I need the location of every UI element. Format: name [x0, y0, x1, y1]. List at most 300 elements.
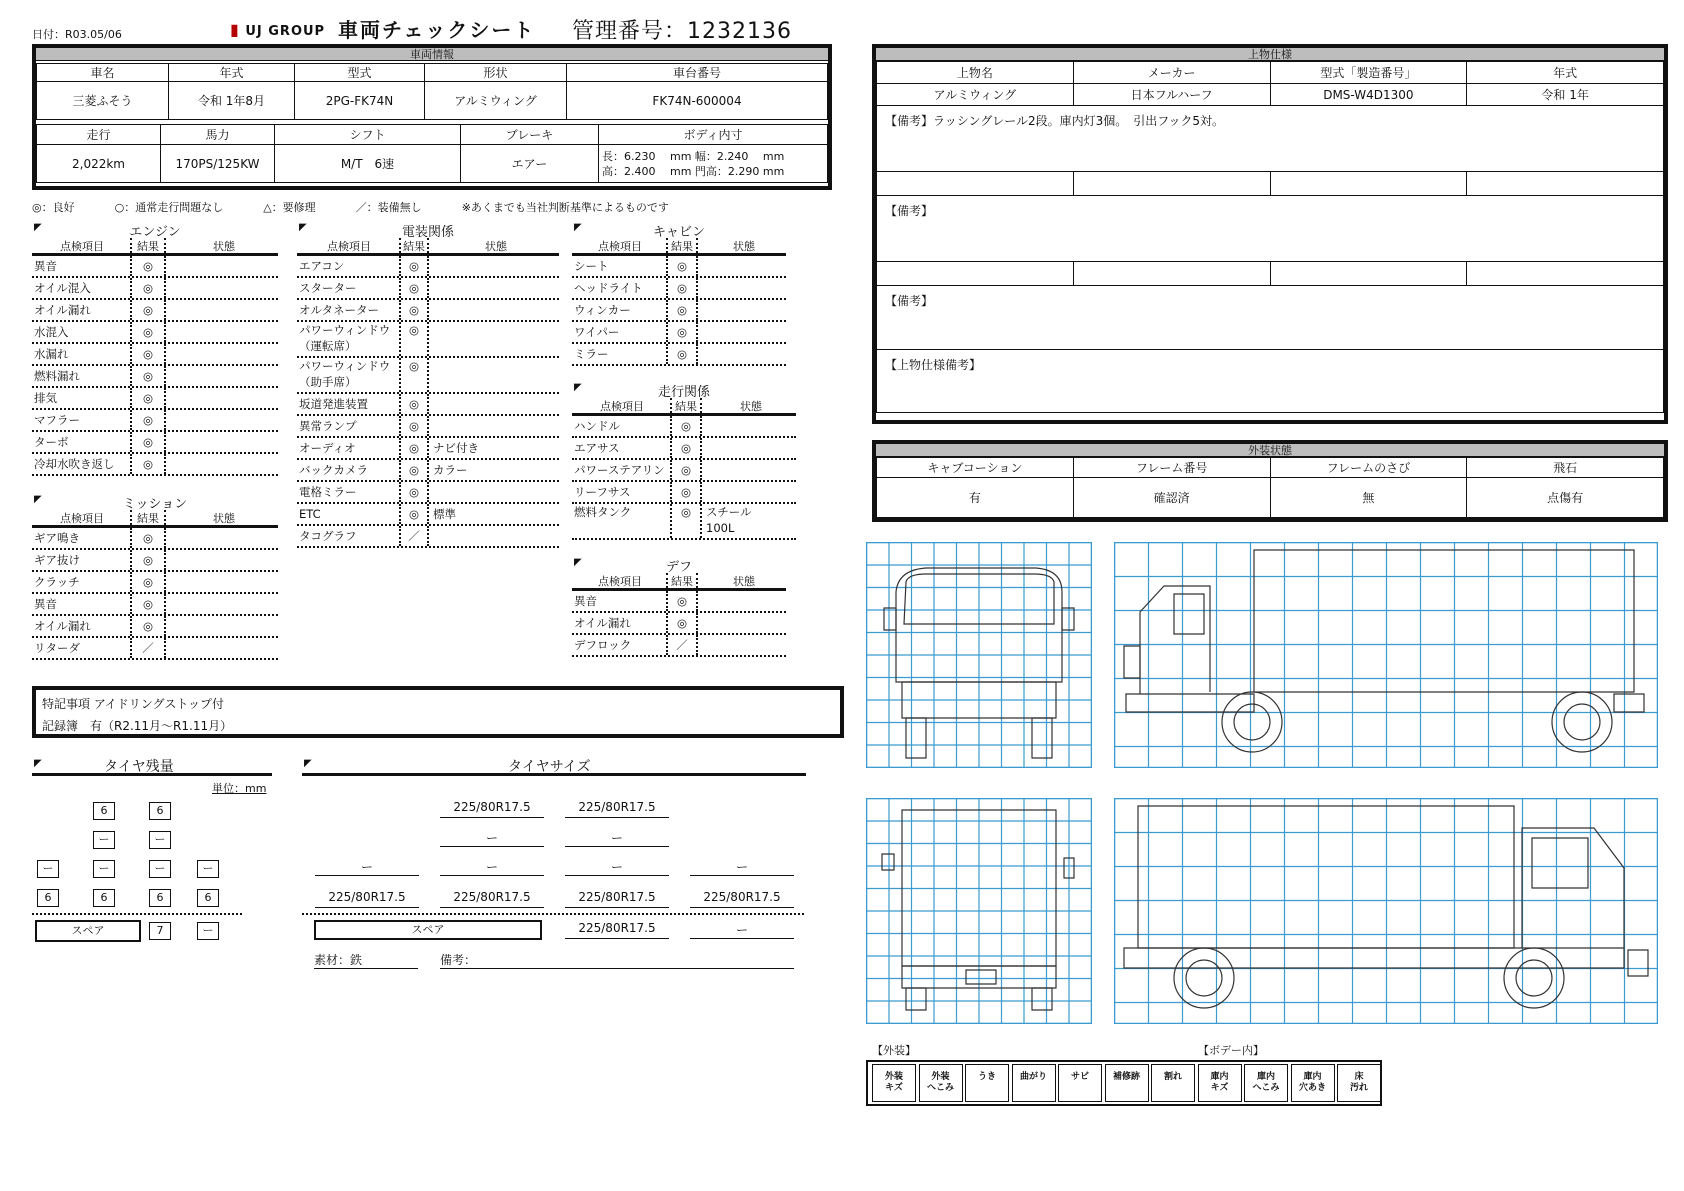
checklist-row: [572, 504, 796, 540]
legend-item: ※あくまでも当社判断基準によるものです: [461, 201, 669, 214]
engine-checklist: [32, 220, 278, 476]
spare-remain-value: ー: [197, 922, 219, 940]
body-dims-line: 長：6.230 mm 幅：2.240 mm: [602, 149, 785, 163]
checklist-header: [297, 238, 559, 256]
check-item: ETC: [297, 504, 401, 524]
body-shape-value: アルミウィング: [425, 82, 567, 120]
remark-cell: 【備考】ラッシングレール2段。庫内灯3個。 引出フック5対。: [877, 106, 1664, 172]
tire-size-value: 225/80R17.5: [565, 800, 669, 818]
blank-cell: [877, 172, 1074, 196]
vehicle-info-box: [32, 44, 832, 190]
check-item: シート: [572, 256, 668, 276]
shift-value: M/T 6速: [275, 145, 461, 183]
col-header: フレームのさび: [1270, 458, 1467, 478]
brake-value: エアー: [461, 145, 599, 183]
exterior-legend-label: 【外装】: [872, 1044, 916, 1057]
check-result: ◎: [401, 278, 429, 298]
check-item: デフロック: [572, 635, 668, 655]
company-logo: [230, 20, 325, 39]
truck-left-side-diagram: [1114, 542, 1658, 768]
check-state: [429, 482, 559, 502]
check-result: ◎: [132, 366, 166, 386]
check-result: ◎: [401, 358, 429, 392]
truck-outline: [966, 970, 996, 984]
checklist-row: [572, 482, 796, 504]
mileage-value: 2,022km: [37, 145, 161, 183]
chassis-number-value: FK74N-600004: [567, 82, 828, 120]
legend-item: ◎：良好: [32, 201, 75, 214]
check-result: ◎: [668, 300, 698, 320]
check-result: ◎: [672, 460, 702, 480]
body-legend-label: 【ボデー内】: [1198, 1044, 1264, 1057]
spare-size-value: 225/80R17.5: [565, 921, 669, 939]
col-header: 状態: [485, 240, 507, 253]
check-state: [702, 460, 796, 480]
triangle-marker-icon: ◤: [299, 222, 307, 233]
col-header: 車台番号: [567, 64, 828, 82]
check-item: ギア抜け: [32, 550, 132, 570]
triangle-marker-icon: ◤: [574, 222, 582, 233]
col-header: フレーム番号: [1073, 458, 1270, 478]
check-state: [166, 594, 278, 614]
mission-checklist: [32, 492, 278, 660]
tire-size-value: 225/80R17.5: [440, 800, 544, 818]
check-item: クラッチ: [32, 572, 132, 592]
col-header: 年式: [1467, 62, 1664, 84]
check-result: ◎: [672, 504, 702, 538]
col-header: キャブコーション: [877, 458, 1074, 478]
checklist-row: [297, 460, 559, 482]
truck-outline: [906, 718, 926, 758]
checklist-row: [297, 300, 559, 322]
remark-cell: 【備考】: [877, 196, 1664, 262]
check-result: ◎: [672, 482, 702, 502]
check-result: ◎: [672, 416, 702, 436]
check-item: 異音: [32, 256, 132, 276]
electric-checklist: [297, 220, 559, 548]
check-state: [698, 344, 786, 364]
check-state: スチール 100L: [706, 505, 752, 535]
tire-size-value: ー: [565, 829, 669, 847]
triangle-marker-icon: ◤: [34, 494, 42, 505]
legend-item: ／：装備無し: [355, 201, 422, 214]
check-state: [698, 300, 786, 320]
damage-type-icon: 曲がり: [1012, 1064, 1056, 1102]
upper-body-spec-box: [872, 44, 1668, 424]
col-header: 結果: [668, 238, 698, 253]
frame-number-value: 確認済: [1073, 478, 1270, 518]
check-state: [429, 394, 559, 414]
tire-remain-value: ー: [93, 831, 115, 849]
body-dimensions-value: [599, 145, 828, 183]
check-item: リターダ: [32, 638, 132, 658]
checklist-row: [572, 256, 786, 278]
tire-remain-section: [32, 756, 272, 776]
col-header: 状態: [733, 240, 755, 253]
col-header: 車名: [37, 64, 169, 82]
car-name-value: 三菱ふそう: [37, 82, 169, 120]
tire-remain-value: 6: [149, 802, 171, 820]
category-name: エンジン: [129, 225, 181, 240]
checklist-row: [572, 322, 786, 344]
checklist-header: [572, 573, 786, 591]
check-item: 排気: [32, 388, 132, 408]
checklist-row: [297, 322, 559, 358]
tire-size-section: [302, 756, 806, 776]
blank-cell: [1467, 172, 1664, 196]
tire-material: 素材：鉄: [314, 951, 418, 969]
col-header: 型式: [295, 64, 425, 82]
check-state: [166, 572, 278, 592]
col-header: 結果: [668, 573, 698, 588]
tire-remain-value: 6: [149, 889, 171, 907]
checklist-row: [32, 388, 278, 410]
vehicle-info-title: 車両情報: [36, 48, 828, 61]
check-state: [429, 358, 559, 392]
checklist-row: [32, 550, 278, 572]
check-state: [166, 454, 278, 474]
body-dims-line: 高：2.400 mm 門高：2.290 mm: [602, 164, 785, 178]
checklist-row: [32, 454, 278, 476]
category-name: キャビン: [652, 225, 705, 240]
damage-type-icon: 庫内 キズ: [1198, 1064, 1242, 1102]
truck-outline: [1628, 950, 1648, 976]
check-result: ◎: [132, 454, 166, 474]
checklist-row: [32, 594, 278, 616]
checklist-row: [32, 616, 278, 638]
vehicle-info-table-1: [36, 63, 828, 120]
check-result: ◎: [672, 438, 702, 458]
checklist-row: [297, 526, 559, 548]
category-name: デフ: [665, 560, 692, 575]
damage-type-icon: 補修跡: [1105, 1064, 1149, 1102]
horsepower-value: 170PS/125KW: [161, 145, 275, 183]
check-result: ◎: [668, 322, 698, 342]
check-state: [429, 300, 559, 320]
tire-remain-value: 6: [37, 889, 59, 907]
tire-remain-value: ー: [149, 860, 171, 878]
col-header: 状態: [213, 240, 235, 253]
checklist-row: [32, 432, 278, 454]
col-header: 結果: [672, 398, 702, 413]
checklist-row: [32, 366, 278, 388]
truck-outline: [884, 608, 896, 630]
check-result: ◎: [668, 591, 698, 611]
tire-size-value: ー: [440, 858, 544, 876]
blank-cell: [1073, 172, 1270, 196]
check-state: [429, 526, 559, 546]
tire-size-value: ー: [690, 858, 794, 876]
category-title: [32, 492, 278, 510]
check-state: [166, 550, 278, 570]
tire-divider: [302, 913, 804, 915]
check-state: [698, 635, 786, 655]
triangle-marker-icon: ◤: [574, 382, 582, 393]
date-label: 日付：R03.05/06: [32, 28, 122, 41]
maker-value: 日本フルハーフ: [1073, 84, 1270, 106]
spare-label: スペア: [314, 920, 542, 940]
check-state: [166, 344, 278, 364]
truck-outline: [1504, 948, 1564, 1008]
tire-remark: 備考：: [440, 951, 794, 969]
damage-type-icon: 外装 キズ: [872, 1064, 916, 1102]
checklist-row: [297, 504, 559, 526]
check-state: [166, 366, 278, 386]
check-state: [166, 322, 278, 342]
tire-remain-value: 6: [93, 889, 115, 907]
check-item: 電格ミラー: [297, 482, 401, 502]
damage-type-icon: 床 汚れ: [1337, 1064, 1381, 1102]
truck-outline: [1234, 704, 1270, 740]
blank-cell: [1467, 262, 1664, 286]
damage-type-icon: うき: [965, 1064, 1009, 1102]
truck-outline: [1138, 806, 1514, 948]
check-result: ◎: [132, 594, 166, 614]
category-title: [297, 220, 559, 238]
check-item: バックカメラ: [297, 460, 401, 480]
damage-type-icon: 庫内 へこみ: [1244, 1064, 1288, 1102]
upper-spec-remark-cell: 【上物仕様備考】: [877, 350, 1664, 413]
check-state: [166, 528, 278, 548]
truck-outline: [1174, 594, 1204, 634]
check-item: オイル漏れ: [32, 300, 132, 320]
check-result: ◎: [401, 460, 429, 480]
check-state: [166, 300, 278, 320]
remark-cell: 【備考】: [877, 286, 1664, 350]
checklist-row: [32, 322, 278, 344]
stone-chip-value: 点傷有: [1467, 478, 1664, 518]
check-item: マフラー: [32, 410, 132, 430]
truck-outline: [1032, 988, 1052, 1010]
triangle-marker-icon: ◤: [574, 557, 582, 568]
unit-label: 単位：mm: [212, 782, 267, 795]
col-header: 状態: [733, 575, 755, 588]
check-result: ◎: [132, 344, 166, 364]
checklist-header: [572, 398, 796, 416]
check-item: エアサス: [572, 438, 672, 458]
col-header: シフト: [275, 125, 461, 145]
checklist-row: [297, 278, 559, 300]
tire-size-value: 225/80R17.5: [690, 890, 794, 908]
check-state: [702, 438, 796, 458]
col-header: 飛石: [1467, 458, 1664, 478]
logo-text: UJ GROUP: [245, 24, 326, 39]
check-state: [429, 416, 559, 436]
page-title: 車両チェックシート: [338, 18, 536, 42]
col-header: 点検項目: [32, 238, 132, 253]
check-item: パワーステアリン: [572, 460, 672, 480]
col-header: メーカー: [1073, 62, 1270, 84]
col-header: 結果: [132, 510, 166, 525]
spare-size-value: ー: [690, 921, 794, 939]
col-header: 走行: [37, 125, 161, 145]
check-item: 燃料漏れ: [32, 366, 132, 386]
category-title: [572, 380, 796, 398]
col-header: 点検項目: [32, 510, 132, 525]
serial-value: DMS-W4D1300: [1270, 84, 1467, 106]
damage-type-icon: 外装 へこみ: [919, 1064, 963, 1102]
running-checklist: [572, 380, 796, 540]
exterior-state-table: [876, 457, 1664, 518]
check-state: [698, 591, 786, 611]
check-result: ◎: [132, 322, 166, 342]
check-result: ◎: [132, 300, 166, 320]
check-item: ターボ: [32, 432, 132, 452]
check-result: ／: [401, 526, 429, 546]
checklist-row: [32, 278, 278, 300]
check-result: ◎: [668, 256, 698, 276]
check-item: 冷却水吹き返し: [32, 454, 132, 474]
check-result: ◎: [132, 528, 166, 548]
checklist-row: [32, 572, 278, 594]
check-result: ／: [668, 635, 698, 655]
spare-remain-value: 7: [149, 922, 171, 940]
col-header: 結果: [401, 238, 429, 253]
check-result: ◎: [132, 388, 166, 408]
check-result: ◎: [132, 616, 166, 636]
tire-remain-value: 6: [93, 802, 115, 820]
check-item: オイル混入: [32, 278, 132, 298]
checklist-header: [32, 238, 278, 256]
check-item: ハンドル: [572, 416, 672, 436]
col-header: ブレーキ: [461, 125, 599, 145]
blank-cell: [1073, 262, 1270, 286]
check-result: ◎: [132, 550, 166, 570]
check-result: ／: [132, 638, 166, 658]
col-header: 型式「製造番号」: [1270, 62, 1467, 84]
check-result: ◎: [132, 432, 166, 452]
checklist-row: [32, 410, 278, 432]
model-year-value: 令和 1年8月: [169, 82, 295, 120]
checklist-row: [32, 256, 278, 278]
vehicle-info-table-2: [36, 124, 828, 183]
category-title: [572, 555, 786, 573]
tire-divider: [32, 913, 242, 915]
check-state: [698, 613, 786, 633]
checklist-row: [572, 300, 786, 322]
checklist-row: [32, 638, 278, 660]
check-state: 標準: [433, 507, 456, 521]
truck-outline: [1516, 960, 1552, 996]
check-result: ◎: [668, 613, 698, 633]
tire-size-value: ー: [565, 858, 669, 876]
triangle-marker-icon: ◤: [34, 758, 42, 769]
tire-remain-value: ー: [197, 860, 219, 878]
check-state: [698, 322, 786, 342]
col-header: 点検項目: [572, 573, 668, 588]
truck-front-diagram: [866, 542, 1092, 768]
check-item: タコグラフ: [297, 526, 401, 546]
upper-body-spec-title: 上物仕様: [876, 48, 1664, 61]
check-result: ◎: [401, 416, 429, 436]
truck-outline: [1254, 550, 1634, 692]
check-result: ◎: [668, 278, 698, 298]
exterior-state-title: 外装状態: [876, 444, 1664, 457]
tire-size-value: ー: [440, 829, 544, 847]
checklist-row: [297, 256, 559, 278]
truck-outline: [882, 854, 894, 870]
truck-outline: [1532, 838, 1588, 888]
upper-year-value: 令和 1年: [1467, 84, 1664, 106]
checklist-row: [297, 438, 559, 460]
truck-outline: [1614, 694, 1644, 712]
checklist-row: [572, 278, 786, 300]
truck-rear-diagram: [866, 798, 1092, 1024]
check-item: オーディオ: [297, 438, 401, 458]
damage-icon-legend: [866, 1060, 1382, 1106]
truck-outline: [1124, 948, 1624, 968]
checklist-row: [572, 438, 796, 460]
special-notes-box: [32, 686, 844, 738]
check-item: オイル漏れ: [32, 616, 132, 636]
col-header: 年式: [169, 64, 295, 82]
check-item: 水漏れ: [32, 344, 132, 364]
checklist-row: [572, 635, 786, 657]
upper-name-value: アルミウィング: [877, 84, 1074, 106]
check-result: ◎: [401, 438, 429, 458]
damage-type-icon: 庫内 穴あき: [1291, 1064, 1335, 1102]
check-item: 坂道発進装置: [297, 394, 401, 414]
category-name: ミッション: [122, 497, 188, 512]
check-item: 異音: [572, 591, 668, 611]
upper-body-spec-table: [876, 61, 1664, 413]
check-result: ◎: [132, 572, 166, 592]
check-item: 異音: [32, 594, 132, 614]
checklist-row: [297, 482, 559, 504]
checklist-row: [572, 460, 796, 482]
check-result: ◎: [132, 278, 166, 298]
frame-rust-value: 無: [1270, 478, 1467, 518]
col-header: 上物名: [877, 62, 1074, 84]
check-result: ◎: [401, 504, 429, 524]
check-item: ワイパー: [572, 322, 668, 342]
truck-outline: [1140, 586, 1210, 694]
check-state: [166, 638, 278, 658]
check-state: [702, 416, 796, 436]
cab-caution-value: 有: [877, 478, 1074, 518]
check-item: エアコン: [297, 256, 401, 276]
check-state: [166, 278, 278, 298]
triangle-marker-icon: ◤: [34, 222, 42, 233]
model-type-value: 2PG-FK74N: [295, 82, 425, 120]
check-state: [429, 322, 559, 356]
tire-remain-value: ー: [149, 831, 171, 849]
col-header: 状態: [213, 512, 235, 525]
checklist-row: [572, 416, 796, 438]
check-state: [429, 278, 559, 298]
checklist-row: [297, 358, 559, 394]
maintenance-record: 記録簿 有（R2.11月～R1.11月）: [42, 719, 233, 733]
blank-cell: [877, 262, 1074, 286]
checklist-header: [32, 510, 278, 528]
tire-size-value: 225/80R17.5: [565, 890, 669, 908]
legend-item: ○：通常走行問題なし: [114, 201, 224, 214]
col-header: 点検項目: [297, 238, 401, 253]
check-result: ◎: [132, 410, 166, 430]
tire-size-title: タイヤサイズ: [508, 759, 591, 775]
logo-mark-icon: ▮: [230, 20, 240, 39]
category-name: 電装関係: [401, 225, 454, 240]
category-title: [572, 220, 786, 238]
truck-right-side-diagram: [1114, 798, 1658, 1024]
col-header: 形状: [425, 64, 567, 82]
category-name: 走行関係: [657, 385, 710, 400]
check-state: [429, 256, 559, 276]
check-item: リーフサス: [572, 482, 672, 502]
check-state: [166, 432, 278, 452]
check-result: ◎: [132, 256, 166, 276]
check-result: ◎: [401, 394, 429, 414]
